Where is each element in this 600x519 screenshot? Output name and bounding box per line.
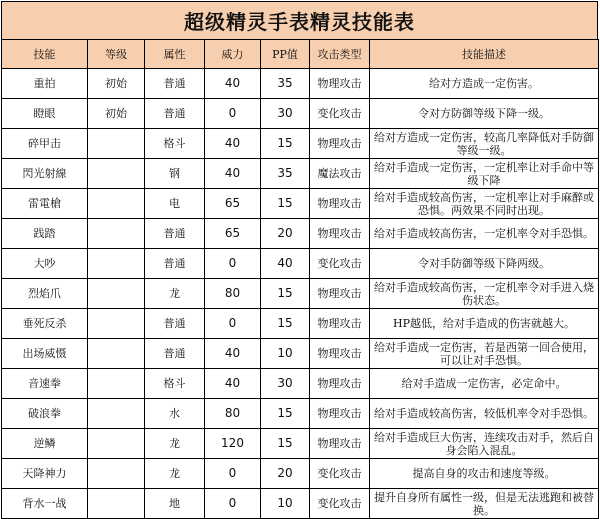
attack-type-cell: 魔法攻击: [310, 159, 370, 189]
pp-cell: 15: [261, 129, 310, 159]
attack-type-cell: 物理攻击: [310, 219, 370, 249]
pp-cell: 35: [261, 159, 310, 189]
level-cell: [88, 399, 145, 429]
attack-type-cell: 物理攻击: [310, 129, 370, 159]
header-level: 等级: [88, 40, 145, 69]
table-row: [2, 129, 599, 159]
power-cell: 0: [205, 489, 261, 519]
power-cell: 0: [205, 309, 261, 339]
table-row: [2, 189, 599, 219]
table-row: [2, 219, 599, 249]
page-title: 超级精灵手表精灵技能表: [1, 1, 598, 40]
table-row: [2, 309, 599, 339]
table-row: [2, 99, 599, 129]
attribute-cell: 普通: [145, 309, 205, 339]
attribute-cell: 格斗: [145, 369, 205, 399]
level-cell: [88, 129, 145, 159]
description-cell: 给对方造成一定伤害，较高几率降低对手防御等级一级。: [370, 129, 599, 159]
pp-cell: 20: [261, 219, 310, 249]
pp-cell: 30: [261, 99, 310, 129]
header-pp: PP值: [261, 40, 310, 69]
power-cell: 65: [205, 219, 261, 249]
skill-name-cell: 垂死反杀: [2, 309, 88, 339]
description-cell: 给对手造成一定伤害，必定命中。: [370, 369, 599, 399]
description-cell: 给对手造成较高伤害，一定机率令对手进入烧伤状态。: [370, 279, 599, 309]
level-cell: [88, 489, 145, 519]
pp-cell: 15: [261, 189, 310, 219]
level-cell: 初始: [88, 69, 145, 99]
attack-type-cell: 物理攻击: [310, 309, 370, 339]
attribute-cell: 地: [145, 489, 205, 519]
attribute-cell: 钢: [145, 159, 205, 189]
pp-cell: 20: [261, 459, 310, 489]
description-cell: 给对方造成一定伤害。: [370, 69, 599, 99]
attack-type-cell: 物理攻击: [310, 339, 370, 369]
attack-type-cell: 物理攻击: [310, 69, 370, 99]
table-row: [2, 339, 599, 369]
power-cell: 40: [205, 69, 261, 99]
power-cell: 80: [205, 279, 261, 309]
attack-type-cell: 变化攻击: [310, 459, 370, 489]
skill-name-cell: 閃光射線: [2, 159, 88, 189]
header-attack-type: 攻击类型: [310, 40, 370, 69]
pp-cell: 10: [261, 339, 310, 369]
pp-cell: 15: [261, 429, 310, 459]
level-cell: [88, 279, 145, 309]
header-description: 技能描述: [370, 40, 599, 69]
attack-type-cell: 变化攻击: [310, 249, 370, 279]
pp-cell: 30: [261, 369, 310, 399]
description-cell: 令对方防御等级下降一级。: [370, 99, 599, 129]
skill-name-cell: 大吵: [2, 249, 88, 279]
power-cell: 40: [205, 159, 261, 189]
level-cell: [88, 309, 145, 339]
skill-name-cell: 瞪眼: [2, 99, 88, 129]
skill-name-cell: 背水一战: [2, 489, 88, 519]
level-cell: [88, 219, 145, 249]
level-cell: [88, 369, 145, 399]
skill-name-cell: 破浪拳: [2, 399, 88, 429]
power-cell: 80: [205, 399, 261, 429]
description-cell: 给对手造成较高伤害，一定机率让对手麻醉或恐惧。两效果不同时出现。: [370, 189, 599, 219]
attribute-cell: 龙: [145, 429, 205, 459]
skill-name-cell: 践踏: [2, 219, 88, 249]
pp-cell: 10: [261, 489, 310, 519]
skill-name-cell: 雷電槍: [2, 189, 88, 219]
attack-type-cell: 物理攻击: [310, 399, 370, 429]
skill-name-cell: 逆鳞: [2, 429, 88, 459]
table-row: [2, 159, 599, 189]
level-cell: [88, 339, 145, 369]
power-cell: 0: [205, 249, 261, 279]
description-cell: HP越低，给对手造成的伤害就越大。: [370, 309, 599, 339]
attribute-cell: 龙: [145, 279, 205, 309]
pp-cell: 40: [261, 249, 310, 279]
table-row: [2, 399, 599, 429]
attribute-cell: 普通: [145, 219, 205, 249]
header-attribute: 属性: [145, 40, 205, 69]
attribute-cell: 普通: [145, 249, 205, 279]
table-row: [2, 429, 599, 459]
pp-cell: 15: [261, 309, 310, 339]
level-cell: [88, 459, 145, 489]
attribute-cell: 普通: [145, 339, 205, 369]
table-row: [2, 279, 599, 309]
table-row: [2, 369, 599, 399]
power-cell: 0: [205, 459, 261, 489]
description-cell: 给对手造成巨大伤害，连续攻击对手，然后自身会陷入混乱。: [370, 429, 599, 459]
power-cell: 40: [205, 369, 261, 399]
pp-cell: 15: [261, 279, 310, 309]
header-skill: 技能: [2, 40, 88, 69]
level-cell: 初始: [88, 99, 145, 129]
skill-name-cell: 音速拳: [2, 369, 88, 399]
description-cell: 给对手造成一定伤害，一定机率让对手命中等级下降: [370, 159, 599, 189]
skill-sheet: [1, 1, 598, 519]
power-cell: 40: [205, 339, 261, 369]
description-cell: 令对手防御等级下降两级。: [370, 249, 599, 279]
pp-cell: 15: [261, 399, 310, 429]
attribute-cell: 龙: [145, 459, 205, 489]
skill-name-cell: 重拍: [2, 69, 88, 99]
description-cell: 提升自身所有属性一级，但是无法逃跑和被替换。: [370, 489, 599, 519]
attack-type-cell: 物理攻击: [310, 189, 370, 219]
power-cell: 0: [205, 99, 261, 129]
attack-type-cell: 变化攻击: [310, 489, 370, 519]
description-cell: 提高自身的攻击和速度等级。: [370, 459, 599, 489]
level-cell: [88, 429, 145, 459]
skill-table: [1, 39, 599, 519]
header-row: [2, 40, 599, 69]
power-cell: 120: [205, 429, 261, 459]
attack-type-cell: 物理攻击: [310, 279, 370, 309]
description-cell: 给对手造成较高伤害，较低机率令对手恐惧。: [370, 399, 599, 429]
level-cell: [88, 159, 145, 189]
attack-type-cell: 物理攻击: [310, 369, 370, 399]
skill-name-cell: 天降神力: [2, 459, 88, 489]
attack-type-cell: 物理攻击: [310, 429, 370, 459]
attribute-cell: 电: [145, 189, 205, 219]
attribute-cell: 水: [145, 399, 205, 429]
attack-type-cell: 变化攻击: [310, 99, 370, 129]
skill-name-cell: 碎甲击: [2, 129, 88, 159]
skill-name-cell: 出场威慑: [2, 339, 88, 369]
level-cell: [88, 249, 145, 279]
attribute-cell: 普通: [145, 69, 205, 99]
description-cell: 给对手造成较高伤害，一定机率令对手恐惧。: [370, 219, 599, 249]
header-power: 威力: [205, 40, 261, 69]
attribute-cell: 格斗: [145, 129, 205, 159]
table-row: [2, 489, 599, 519]
level-cell: [88, 189, 145, 219]
power-cell: 40: [205, 129, 261, 159]
table-row: [2, 69, 599, 99]
table-row: [2, 459, 599, 489]
table-header: [2, 40, 599, 69]
description-cell: 给对手造成一定伤害，若是西第一回合使用，可以让对手恐惧。: [370, 339, 599, 369]
pp-cell: 35: [261, 69, 310, 99]
table-row: [2, 249, 599, 279]
table-body: [2, 69, 599, 519]
power-cell: 65: [205, 189, 261, 219]
attribute-cell: 普通: [145, 99, 205, 129]
skill-name-cell: 烈焰爪: [2, 279, 88, 309]
